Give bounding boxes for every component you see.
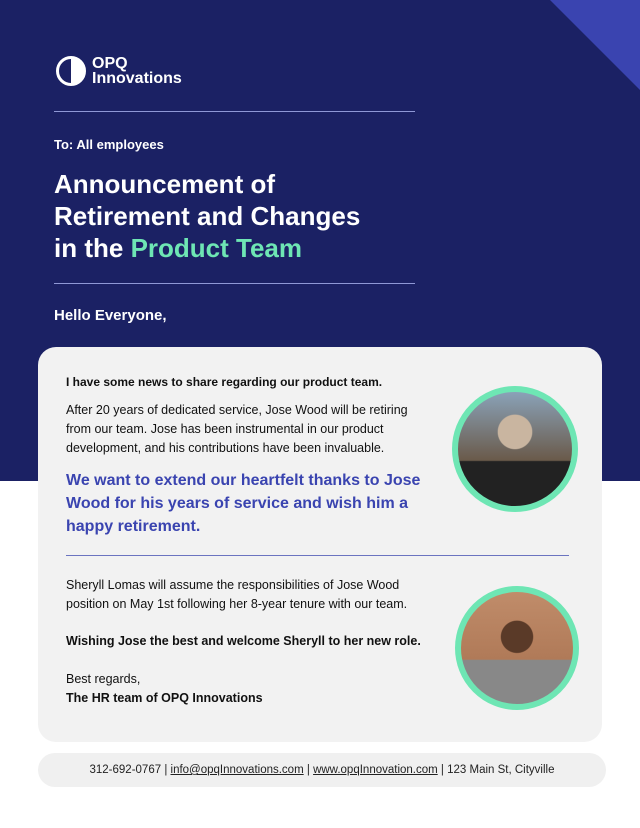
sheryll-lomas-photo — [455, 586, 579, 710]
title-line: in the — [54, 233, 131, 263]
separator: | — [161, 764, 171, 776]
corner-triangle-decoration — [550, 0, 640, 90]
recipient: To: All employees — [54, 137, 164, 152]
signature: The HR team of OPQ Innovations — [66, 691, 263, 705]
closing: Best regards, — [66, 672, 141, 686]
company-logo — [56, 56, 182, 86]
wish-text: Wishing Jose the best and welcome Sheryll to her new role. — [66, 634, 421, 648]
logo-line1: OPQ — [92, 55, 128, 72]
phone: 312-692-0767 — [89, 764, 162, 776]
title-line: Retirement and Changes — [54, 201, 361, 231]
retirement-paragraph: After 20 years of dedicated service, Jose Wood will be retiring from our team. Jose has been instrumental in our product development, and his contributions have been invaluable. — [66, 403, 408, 455]
divider — [54, 283, 415, 284]
greeting: Hello Everyone, — [54, 307, 167, 324]
title-line: Announcement of — [54, 169, 275, 199]
divider — [54, 111, 415, 112]
title-highlight: Product Team — [130, 233, 302, 263]
logo-line2: Innovations — [92, 70, 182, 87]
page-title — [54, 168, 414, 264]
separator: | — [437, 764, 448, 776]
divider — [66, 555, 569, 556]
email-link[interactable]: info@opqInnovations.com — [170, 764, 304, 776]
contact-footer — [38, 753, 606, 787]
logo-half-circle-icon — [56, 56, 86, 86]
address: 123 Main St, Cityville — [447, 764, 555, 776]
intro-text: I have some news to share regarding our product team. — [66, 375, 383, 389]
jose-wood-photo — [452, 386, 578, 512]
successor-paragraph: Sheryll Lomas will assume the responsibilities of Jose Wood position on May 1st following her 8-year tenure with our team. — [66, 578, 408, 611]
website-link[interactable]: www.opqInnovation.com — [313, 764, 438, 776]
separator: | — [303, 764, 314, 776]
thanks-highlight: We want to extend our heartfelt thanks to Jose Wood for his years of service and wish him a happy retirement. — [66, 472, 421, 535]
